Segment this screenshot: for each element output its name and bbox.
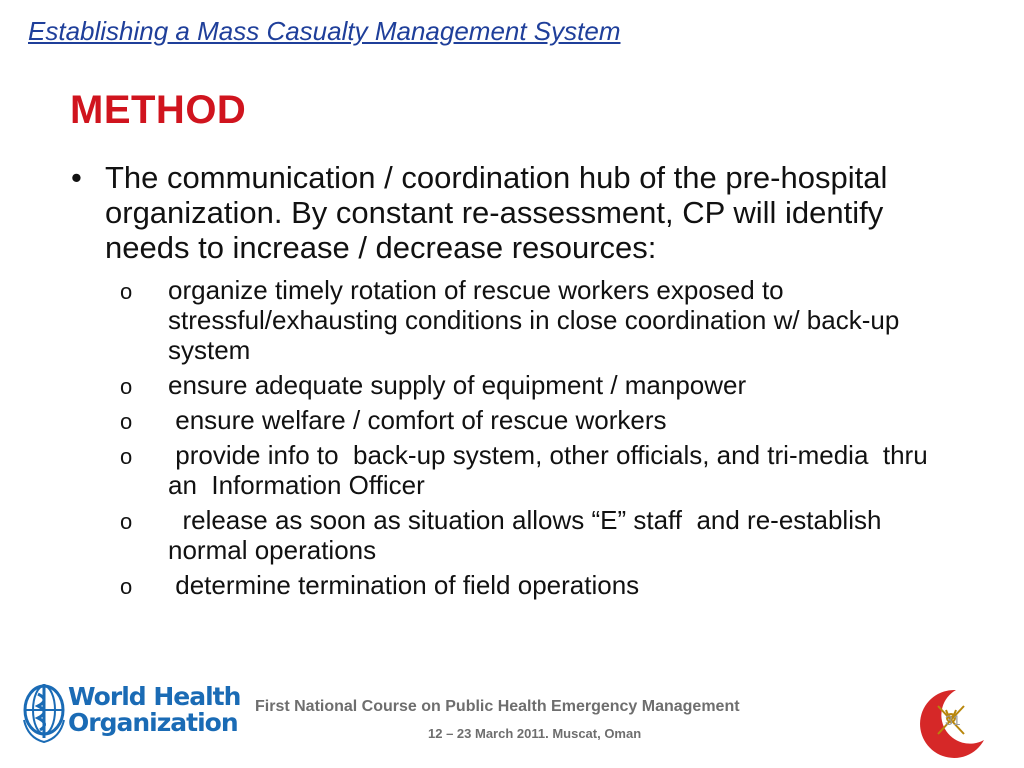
sub-bullet-marker: o bbox=[120, 279, 133, 304]
main-bullet bbox=[68, 160, 948, 265]
sub-bullet-item bbox=[68, 570, 948, 600]
footer-dates: 12 – 23 March 2011. Muscat, Oman bbox=[428, 726, 642, 741]
sub-bullet-item bbox=[68, 440, 948, 500]
sub-bullet-item bbox=[68, 275, 948, 365]
sub-bullet-marker: o bbox=[120, 374, 133, 399]
slide-content bbox=[68, 160, 948, 605]
sub-bullet-text: determine termination of field operations bbox=[168, 570, 640, 600]
sub-bullet-list bbox=[68, 275, 948, 600]
who-emblem-icon bbox=[22, 680, 66, 746]
sub-bullet-marker: o bbox=[120, 574, 133, 599]
sub-bullet-marker: o bbox=[120, 409, 133, 434]
header-title: Establishing a Mass Casualty Management System bbox=[28, 16, 621, 46]
sub-bullet-text: organize timely rotation of rescue workers exposed to stressful/exhausting conditions in close coordination w/ back-up system bbox=[168, 275, 900, 365]
who-name-line2: Organization bbox=[68, 708, 238, 737]
page-number: 31 bbox=[945, 712, 961, 728]
sub-bullet-text: provide info to back-up system, other officials, and tri-media thru an Information Officer bbox=[168, 440, 943, 500]
sub-bullet-marker: o bbox=[120, 444, 133, 469]
sub-bullet-item bbox=[68, 505, 948, 565]
sub-bullet-marker: o bbox=[120, 509, 133, 534]
sub-bullet-item bbox=[68, 405, 948, 435]
sub-bullet-text: ensure adequate supply of equipment / manpower bbox=[168, 370, 747, 400]
bullet-marker: • bbox=[71, 160, 82, 195]
sub-bullet-text: release as soon as situation allows “E” staff and re-establish normal operations bbox=[168, 505, 889, 565]
main-bullet-text: The communication / coordination hub of the pre-hospital organization. By constant re-assessment, CP will identify needs to increase / decrease resources: bbox=[105, 160, 888, 265]
slide-heading: METHOD bbox=[70, 88, 247, 132]
sub-bullet-text: ensure welfare / comfort of rescue workers bbox=[168, 405, 667, 435]
who-wordmark bbox=[68, 684, 240, 736]
sub-bullet-item bbox=[68, 370, 948, 400]
who-name-line1: World Health bbox=[68, 682, 241, 711]
footer-course: First National Course on Public Health Emergency Management bbox=[255, 698, 740, 715]
